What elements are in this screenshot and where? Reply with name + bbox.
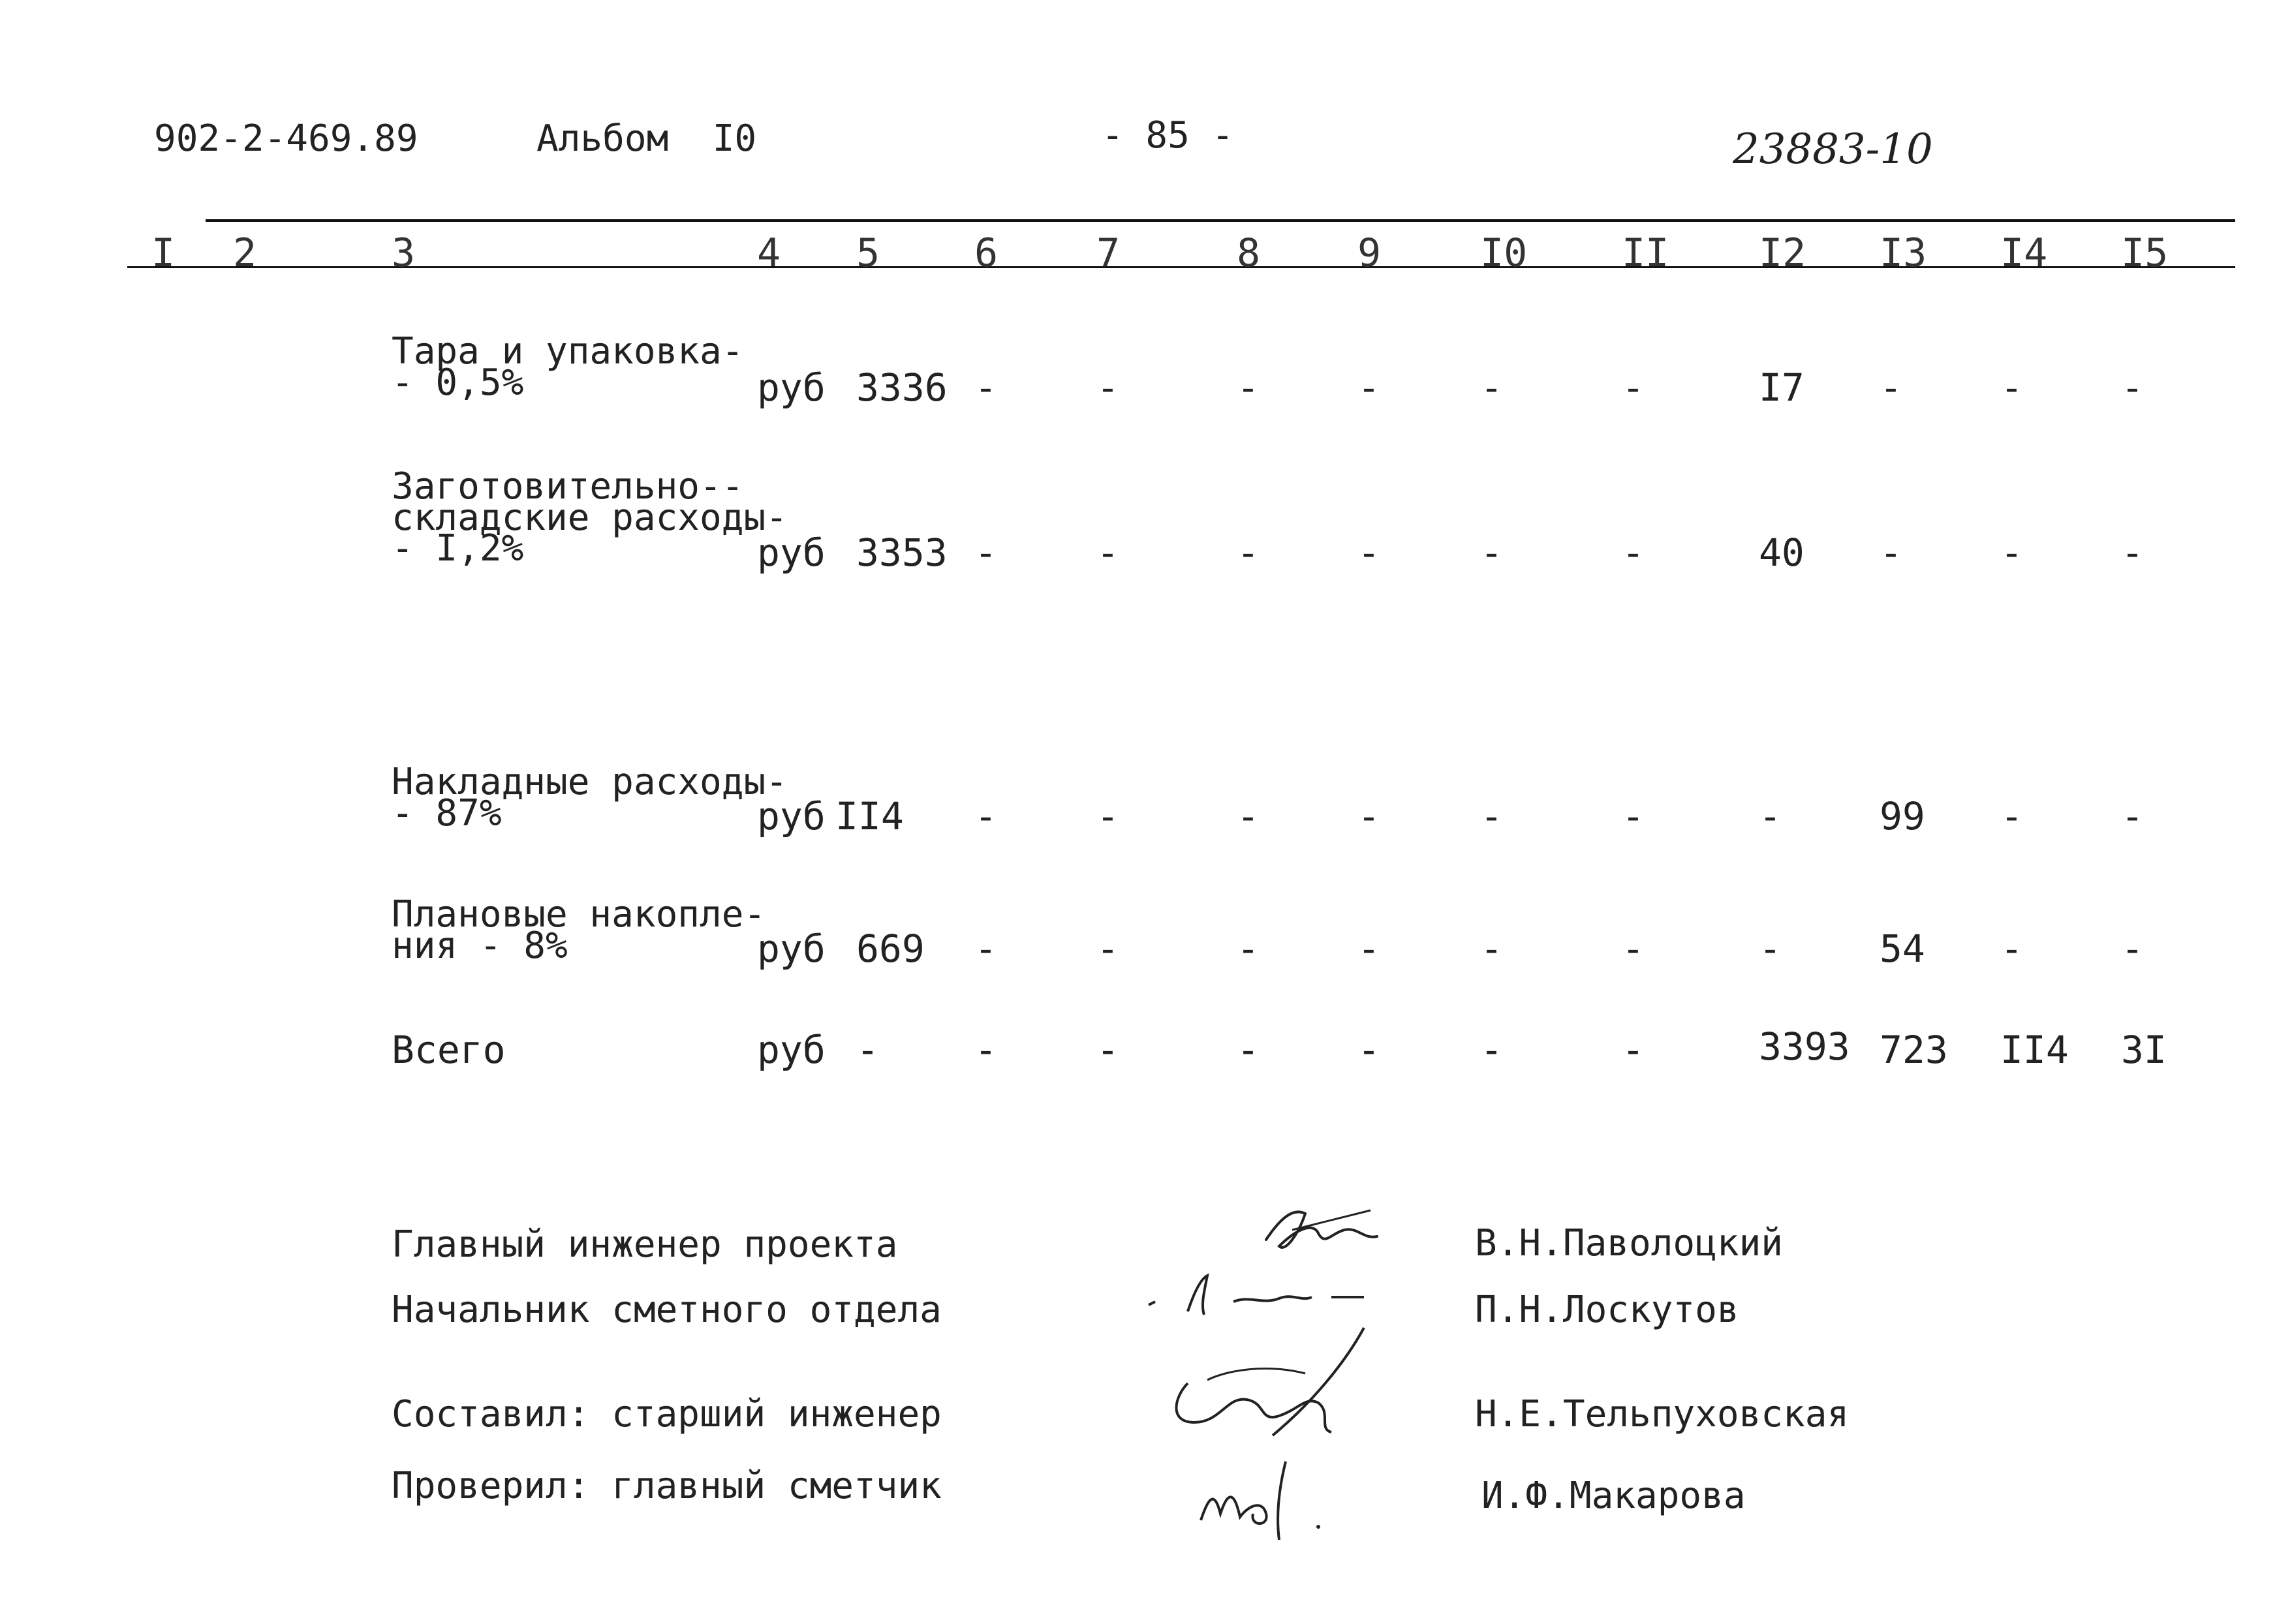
column-number-2: 2 [233, 230, 257, 276]
row-cell-col10: - [1480, 530, 1503, 575]
column-number-7: 7 [1096, 230, 1121, 276]
row-cell-col13: 99 [1880, 794, 1925, 838]
row-cell-col14: II4 [2000, 1028, 2069, 1072]
row-cell-col5: 669 [856, 927, 925, 971]
column-number-13: I3 [1880, 230, 1927, 276]
row-cell-col10: - [1480, 927, 1503, 971]
row-cell-col6: - [974, 1028, 997, 1072]
column-number-3: 3 [392, 230, 416, 276]
row-cell-col7: - [1096, 927, 1119, 971]
row-label: Всего [392, 1028, 506, 1072]
row-cell-col5: II4 [835, 794, 904, 838]
row-label: Тара и упаковка- - 0,5% [392, 330, 744, 404]
signature-name-checker: И.Ф.Макарова [1481, 1475, 1746, 1517]
row-cell-col5: 3336 [856, 365, 948, 410]
row-cell-col7: - [1096, 530, 1119, 575]
signature-role-compiler: Составил: старший инженер [392, 1393, 942, 1435]
archive-stamp-number: 23883-10 [1733, 125, 1933, 174]
signature-role-estimate-head: Начальник сметного отдела [392, 1289, 942, 1331]
row-cell-col12: 3393 [1759, 1024, 1850, 1069]
row-cell-col10: - [1480, 1028, 1503, 1072]
column-number-4: 4 [757, 230, 781, 276]
row-unit: руб [757, 365, 826, 410]
page-number: - 85 - [1102, 114, 1234, 157]
row-cell-col12: - [1759, 794, 1782, 838]
row-cell-col6: - [974, 365, 997, 410]
row-cell-col7: - [1096, 794, 1119, 838]
row-cell-col9: - [1357, 530, 1380, 575]
row-cell-col13: - [1880, 365, 1902, 410]
column-number-15: I5 [2121, 230, 2169, 276]
row-cell-col14: - [2000, 365, 2023, 410]
row-cell-col12: - [1759, 927, 1782, 971]
column-number-8: 8 [1237, 230, 1261, 276]
row-cell-col11: - [1622, 365, 1645, 410]
column-number-14: I4 [2000, 230, 2048, 276]
row-cell-col8: - [1237, 794, 1260, 838]
signature-name-compiler: Н.Е.Тельпуховская [1475, 1393, 1850, 1435]
handwritten-signature-1 [1240, 1194, 1410, 1272]
row-unit: руб [757, 927, 826, 971]
row-unit: руб [757, 530, 826, 575]
row-cell-col15: - [2121, 927, 2144, 971]
row-cell-col6: - [974, 794, 997, 838]
row-cell-col9: - [1357, 794, 1380, 838]
handwritten-signature-3 [1149, 1325, 1397, 1455]
row-cell-col10: - [1480, 794, 1503, 838]
row-cell-col9: - [1357, 927, 1380, 971]
row-cell-col11: - [1622, 927, 1645, 971]
row-cell-col8: - [1237, 530, 1260, 575]
row-cell-col6: - [974, 530, 997, 575]
album-number: Альбом I0 [536, 117, 757, 160]
row-cell-col15: - [2121, 365, 2144, 410]
row-cell-col8: - [1237, 365, 1260, 410]
column-number-1: I [151, 230, 176, 276]
row-cell-col6: - [974, 927, 997, 971]
column-number-5: 5 [856, 230, 880, 276]
row-unit: руб [757, 1028, 826, 1072]
signature-name-chief-engineer: В.Н.Паволоцкий [1475, 1222, 1784, 1264]
row-cell-col7: - [1096, 365, 1119, 410]
row-cell-col5: - [856, 1028, 879, 1072]
row-cell-col14: - [2000, 530, 2023, 575]
signature-role-checker: Проверил: главный сметчик [392, 1465, 942, 1507]
row-cell-col11: - [1622, 1028, 1645, 1072]
row-cell-col7: - [1096, 1028, 1119, 1072]
row-cell-col15: - [2121, 794, 2144, 838]
document-code: 902-2-469.89 [154, 117, 418, 160]
column-number-6: 6 [974, 230, 999, 276]
row-cell-col9: - [1357, 365, 1380, 410]
column-number-10: I0 [1480, 230, 1528, 276]
column-number-9: 9 [1357, 230, 1382, 276]
row-cell-col8: - [1237, 1028, 1260, 1072]
row-cell-col15: 3I [2121, 1028, 2167, 1072]
row-cell-col13: 54 [1880, 927, 1925, 971]
signature-name-estimate-head: П.Н.Лоскутов [1475, 1289, 1739, 1331]
row-cell-col10: - [1480, 365, 1503, 410]
row-cell-col15: - [2121, 530, 2144, 575]
row-label: Плановые накопле- ния - 8% [392, 893, 766, 967]
row-cell-col13: - [1880, 530, 1902, 575]
row-cell-col13: 723 [1880, 1028, 1948, 1072]
row-cell-col14: - [2000, 794, 2023, 838]
row-cell-col12: 40 [1759, 530, 1804, 575]
signature-role-chief-engineer: Главный инженер проекта [392, 1223, 898, 1266]
row-cell-col11: - [1622, 530, 1645, 575]
row-cell-col12: I7 [1759, 365, 1804, 410]
row-cell-col14: - [2000, 927, 2023, 971]
row-cell-col5: 3353 [856, 530, 948, 575]
row-cell-col8: - [1237, 927, 1260, 971]
row-label: Накладные расходы- - 87% [392, 761, 788, 835]
row-cell-col9: - [1357, 1028, 1380, 1072]
column-number-11: II [1622, 230, 1669, 276]
column-number-12: I2 [1759, 230, 1806, 276]
header-top-rule [206, 219, 2235, 222]
row-label: Заготовительно-- складские расходы- - I,2% [392, 465, 788, 570]
row-unit: руб [757, 794, 826, 838]
handwritten-signature-4 [1188, 1448, 1338, 1546]
row-cell-col11: - [1622, 794, 1645, 838]
